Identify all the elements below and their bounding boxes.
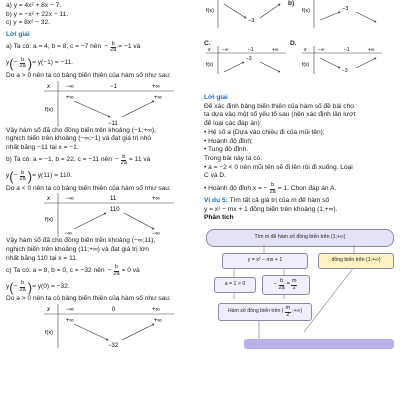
part-c-value: y ( − b 2a ) = y(0) = −32. [6,279,70,295]
right-b3: • Tung độ đỉnh. [204,146,249,154]
part-a-text: Do a > 0 nên ta có bảng biến thiên của hàm số như sau: [6,71,171,79]
svg-text:x: x [47,307,50,314]
svg-text:f(x): f(x) [45,217,53,224]
option-c-table [206,46,286,74]
table-a-min: −11 [108,120,118,127]
svg-text:−∞: −∞ [152,231,160,238]
svg-text:f(x): f(x) [302,62,310,68]
flow-function: y = x² − mx + 1 [222,253,308,269]
svg-text:+∞: +∞ [152,196,160,203]
table-a-x1: −1 [110,83,117,90]
part-a-line: a) Ta có: a = 4, b = 8, c = −7 nên − $\frac{b}{2a}$ = −1 và [6,40,141,54]
svg-text:x: x [47,83,50,90]
option-a-table [206,0,284,28]
part-c-line: c) Ta có: a = 8, b = 0, c = −32 nên − $\frac{b}{2a}$ = 0 và [6,264,140,277]
svg-text:x: x [47,196,50,203]
svg-text:−3: −3 [248,18,255,24]
analysis-flowchart [204,227,396,349]
flow-top: Tìm m để hàm số đồng biến trên (1;+∞) [206,229,394,247]
exercise-c: c) y = 8x² − 32. [6,19,50,27]
part-a-value: y ( − b 2a ) = y(−1) = −11. [6,56,74,72]
svg-text:−3: −3 [246,56,252,62]
svg-text:−∞: −∞ [66,307,74,314]
example-5-cont: y = x² − mx + 1 đồng biến trên khoảng (1;+∞). [204,205,338,213]
option-b-label: b) [288,0,295,7]
option-c-label: C. [204,40,211,47]
variation-table-a [44,81,174,127]
svg-text:x: x [208,47,211,53]
variation-table-b [44,193,174,237]
part-b-value: y ( − b 2a ) = y(11) = 110. [6,169,73,185]
right-p1: Để xác định bảng biến thiên của hàm số đề bài cho [204,102,354,110]
svg-text:x: x [304,47,307,53]
right-p5: • a = −2 < 0 nên mũi tên sẽ đi lên rồi đi xuống. Loại [204,163,353,171]
part-a-conc1: Vậy hàm số đã cho đồng biến trên khoảng (−1;+∞), [6,126,156,134]
option-b-table [302,0,382,28]
solution-heading-right: Lời giải [204,94,228,101]
right-p6: C và D. [204,172,226,180]
flow-increasing: đồng biến trên (1;+∞) [318,253,394,269]
svg-text:−∞: −∞ [66,196,74,203]
part-b-conc2: nghịch biến trên khoảng (11;+∞) và đạt giá trị lớn [6,246,149,254]
fraction: $\frac{b}{2a}$ [110,40,117,54]
right-column [204,0,396,349]
svg-text:+∞: +∞ [66,318,74,325]
right-p2: ta dựa vào một số yếu tố sau (nên xác định lần lượt [204,111,356,119]
svg-text:−∞: −∞ [222,47,229,53]
table-c-min: −32 [108,343,119,349]
svg-text:−1: −1 [248,47,254,53]
part-a-conc2: nghịch biến trên khoảng (−∞;−1) và đạt giá trị nhỏ [6,135,152,143]
right-b2: • Hoành độ đỉnh; [204,137,253,145]
svg-text:−1: −1 [344,47,350,53]
svg-text:0: 0 [112,307,116,314]
part-b-line: b) Ta có: a = −1, b = 22, c = −11 nên − $\frac{b}{2a}$ = 11 và [6,153,151,167]
svg-text:+∞: +∞ [66,94,74,101]
analysis-heading: Phân tích [204,214,234,222]
table-a-x2: +∞ [152,83,160,90]
answer-options [204,0,396,74]
flow-result-bar [244,339,394,349]
svg-text:f(x): f(x) [45,330,53,337]
table-b-max: 110 [110,207,120,214]
flow-bottom: Hàm số đồng biến trên ( m 2 ;+∞) [218,303,312,321]
left-column [6,0,194,348]
svg-text:f(x): f(x) [45,106,53,113]
part-b-conc1: Vậy hàm số đã cho đồng biến trên khoảng (−∞;11), [6,237,156,245]
part-b-conc3: nhất bằng 110 tại x = 11. [6,254,78,262]
svg-text:+∞: +∞ [368,47,375,53]
svg-text:11: 11 [110,196,117,203]
svg-text:−∞: −∞ [318,47,325,53]
option-d-label: D. [290,40,297,47]
solution-heading-left: Lời giải [6,31,30,39]
part-c-text: Do a > 0 nên ta có bảng biến thiên của hàm số như sau: [6,295,171,303]
right-p7: • Hoành độ đỉnh x = − $\frac{b}{2a}$ = 1. Chọn đáp án A. [204,181,337,195]
svg-text:+∞: +∞ [154,318,162,325]
exercise-b: b) y = −x² + 22x − 11. [6,10,69,18]
svg-text:f(x): f(x) [302,8,310,14]
svg-text:f(x): f(x) [206,62,214,68]
right-p3: để loại các đáp án): [204,120,262,128]
option-d-table [302,46,382,74]
part-a-conc3: nhất bằng −11 tại x = −1. [6,143,79,151]
exercise-a: a) y = 4x² + 8x − 7. [6,2,62,9]
right-b1: • Hệ số a (Dựa vào chiều đi của mũi tên); [204,128,325,136]
right-p4: Trong bài này ta có: [204,154,263,162]
svg-text:−3: −3 [342,68,348,74]
flow-a-box: a = 1 > 0 [214,277,256,293]
part-b-text: Do a < 0 nên ta có bảng biến thiên của hàm số như sau: [6,184,171,192]
example-5: Ví dụ 5: Tìm tất cả giá trị của m để hàm số [204,197,330,205]
table-a-x0: −∞ [66,83,74,90]
variation-table-c [44,304,174,348]
svg-text:+∞: +∞ [152,307,160,314]
svg-text:−3: −3 [342,6,349,12]
flow-vertex-box: − $\frac{b}{2a}$ = $\frac{m}{2}$ [262,275,310,295]
svg-text:+∞: +∞ [154,94,162,101]
svg-text:f(x): f(x) [206,8,214,14]
svg-text:−∞: −∞ [64,231,72,238]
svg-text:+∞: +∞ [272,47,279,53]
